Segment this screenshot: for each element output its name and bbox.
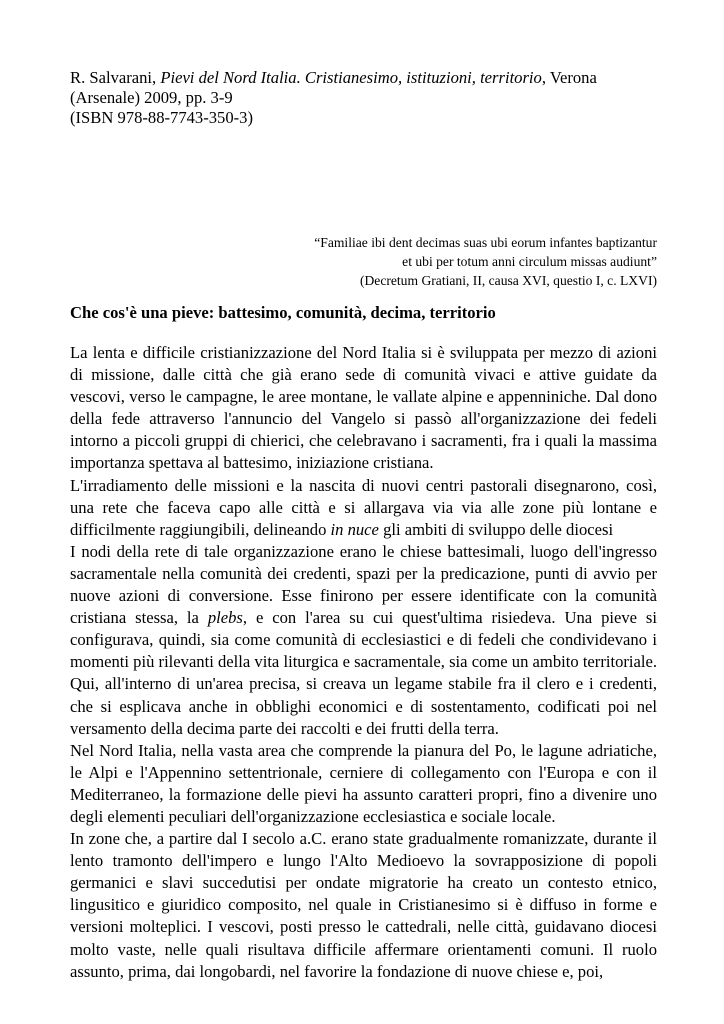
citation-author: R. Salvarani, — [70, 68, 161, 87]
body-text — [70, 342, 657, 983]
paragraph-2-italic: in nuce — [330, 519, 379, 539]
citation-publisher: (Arsenale) 2009, pp. 3-9 — [70, 88, 233, 107]
paragraph-2-text-b: gli ambiti di sviluppo delle diocesi — [378, 519, 614, 539]
epigraph-source: (Decretum Gratiani, II, causa XVI, questio I, c. LXVI) — [359, 273, 657, 288]
bibliographic-citation — [70, 68, 657, 128]
paragraph-4: Nel Nord Italia, nella vasta area che comprende la pianura del Po, le lagune adriatiche, le Alpi e l'Appennino settentrionale, cerniere di collegamento con l'Europa e con il Mediterraneo, la formazione delle pievi ha assunto caratteri propri, fino a divenire uno degli elementi peculiari dell'organizzazione ecclesiastica e sociale locale. — [70, 740, 657, 826]
paragraph-3-text-a: I nodi della rete di tale organizzazione erano le chiese battesimali, luogo dell'ingresso sacramentale nella comunità dei credenti, spazi per la predicazione, punti di avvio per nuove azioni di conversione. Esse finirono per essere identificate con la comunità cristiana stessa, la — [70, 541, 657, 628]
epigraph-line-2: et ubi per totum anni circulum missas audiunt” — [402, 254, 657, 269]
paragraph-1: La lenta e difficile cristianizzazione del Nord Italia si è sviluppata per mezzo di azioni di missione, dalle città che già erano sede di comunità vivaci e attive guidate da vescovi, verso le campagne, le aree montane, le vallate alpine e appenniniche. Dal dono della fede attraverso l'annuncio del Vangelo si passò all'organizzazione dei fedeli intorno a piccoli gruppi di chierici, che celebravano i sacramenti, fra i quali la massima importanza spettava al battesimo, iniziazione cristiana. — [70, 343, 657, 473]
paragraph-3-text-b: , e con l'area su cui quest'ultima risiedeva. Una pieve si configurava, quindi, sia come comunità di ecclesiastici e di fedeli che condividevano i momenti più rilevanti della vita liturgica e sacramentale, sia come un ambito territoriale. Qui, all'interno di un'area precisa, si creava un legame stabile fra il clero e i credenti, che si esplicava anche in obblighi economici e di sostentamento, codificati poi nel versamento della decima parte dei raccolti e dei frutti della terra. — [70, 608, 657, 738]
paragraph-5: In zone che, a partire dal I secolo a.C. erano state gradualmente romanizzate, durante il lento tramonto dell'impero e lungo l'Alto Medioevo la sovrapposizione di popoli germanici e slavi succedutisi per ondate migratorie ha creato un contesto etnico, lingusitico e giuridico composito, nel quale in Cristianesimo si è diffuso in forme e versioni molteplici. I vescovi, posti presso le cattedrali, nelle città, guidavano diocesi molto vaste, nelle quali risultava difficile affermare orientamenti comuni. Il ruolo assunto, prima, dai longobardi, nel favorire la fondazione di nuove chiese e, poi, — [70, 829, 657, 981]
section-heading: Che cos'è una pieve: battesimo, comunità, decima, territorio — [70, 303, 496, 322]
paragraph-2-text-a: L'irradiamento delle missioni e la nascita di nuovi centri pastorali disegnarono, così, una rete che faceva capo alle città e si allargava via via alle zone più lontane e difficilmente raggiungibili, delineando — [70, 475, 657, 539]
epigraph — [70, 233, 657, 290]
paragraph-3 — [70, 541, 657, 740]
paragraph-3-italic: plebs — [207, 608, 243, 628]
citation-title: Pievi del Nord Italia. Cristianesimo, istituzioni, territorio — [160, 68, 542, 87]
citation-line-1 — [70, 68, 657, 88]
citation-isbn: (ISBN 978-88-7743-350-3) — [70, 108, 253, 127]
paragraph-2 — [70, 475, 657, 541]
epigraph-line-1: “Familiae ibi dent decimas suas ubi eorum infantes baptizantur — [314, 235, 657, 250]
citation-place: , Verona — [541, 68, 597, 87]
